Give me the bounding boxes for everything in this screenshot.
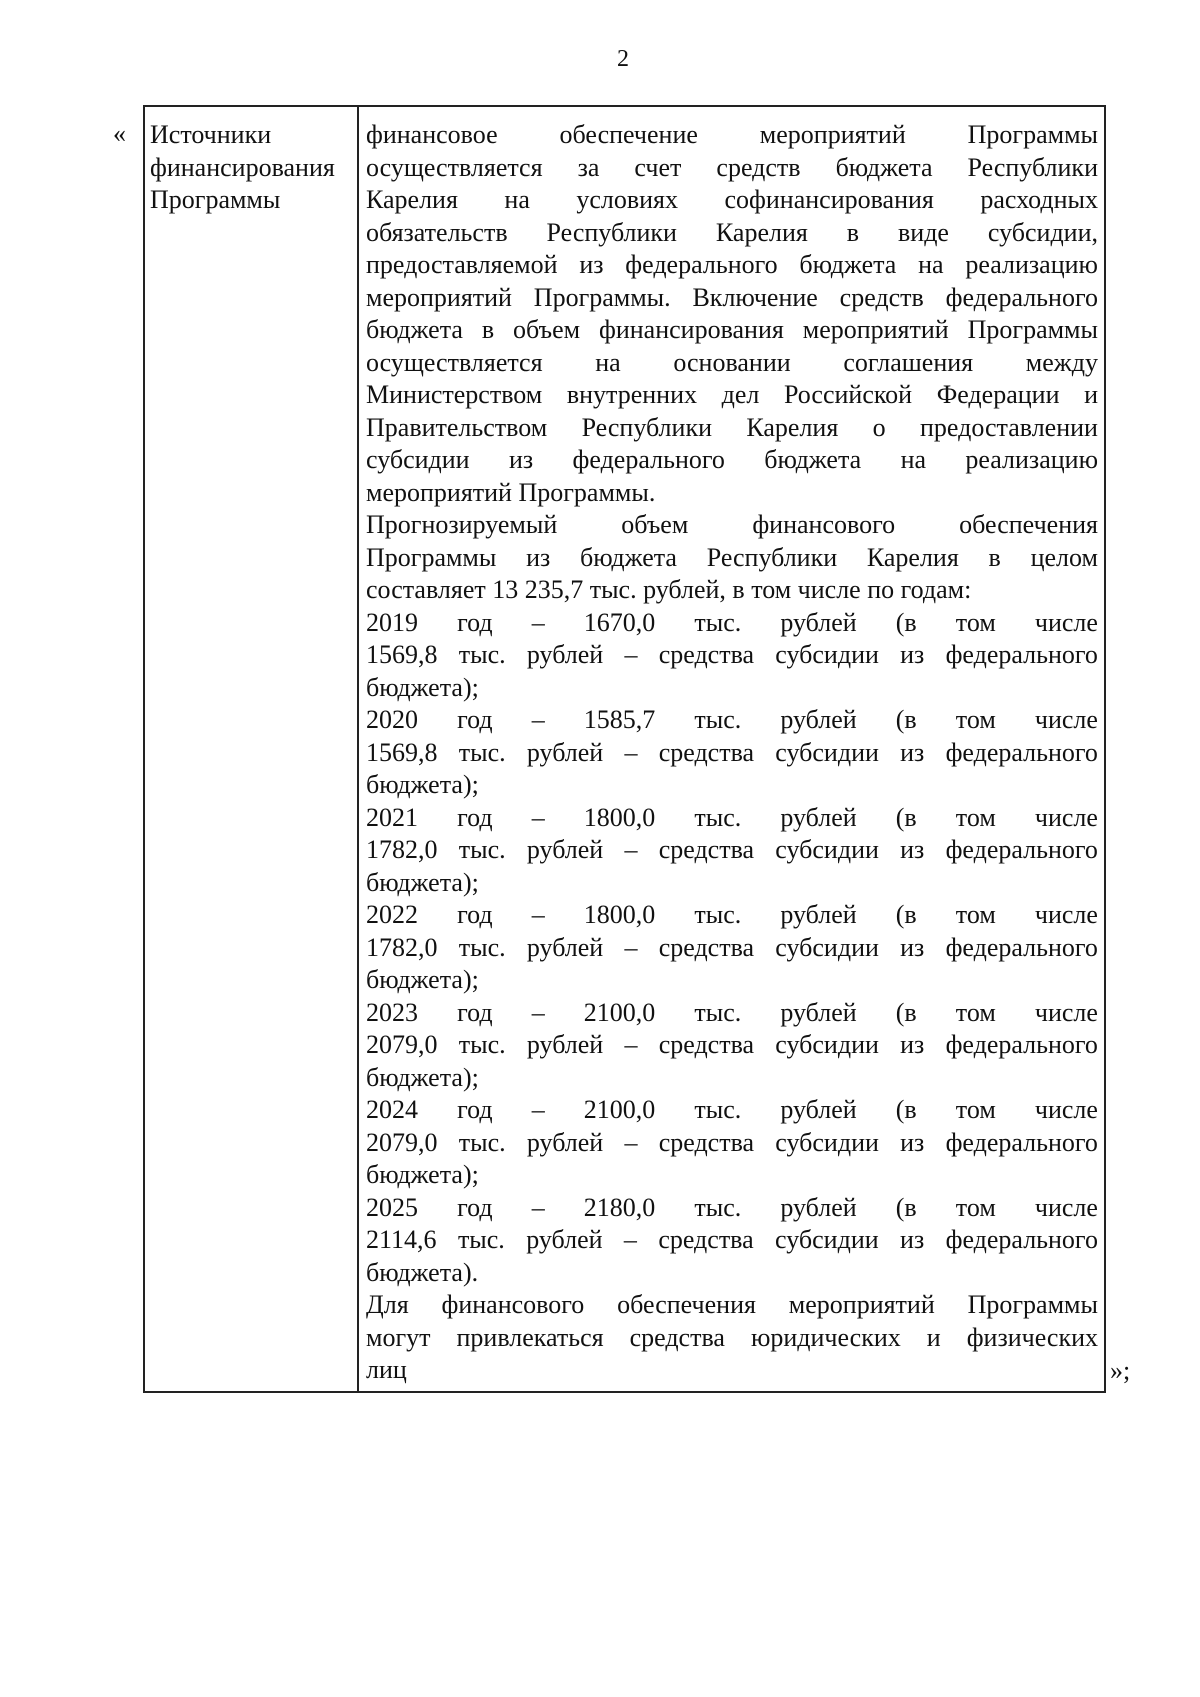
content-line [366, 217, 1098, 250]
content-word: тыс. [458, 932, 506, 962]
content-line [366, 509, 1098, 542]
content-word: тыс. [458, 737, 506, 767]
content-line: лиц [366, 1355, 407, 1384]
content-word: Республики [581, 412, 712, 442]
content-line: бюджета); [366, 770, 479, 799]
content-word: бюджета [799, 250, 897, 279]
content-word: мероприятий [759, 120, 906, 149]
content-word: 2079,0 [366, 1127, 438, 1157]
content-line [366, 932, 1098, 965]
content-line [366, 802, 1098, 835]
content-word: тыс. [458, 1127, 506, 1157]
content-word: 2100,0 [583, 1095, 656, 1124]
row-label-cell [150, 119, 355, 217]
content-word: из [900, 640, 925, 669]
content-line: бюджета); [366, 867, 479, 897]
content-word: могут [366, 1322, 431, 1352]
content-line [366, 542, 1098, 575]
content-word: тыс. [694, 900, 742, 929]
content-word: том [955, 1192, 996, 1222]
content-word: обязательств [366, 217, 508, 247]
content-word: (в [895, 900, 917, 929]
content-word: в [846, 217, 860, 247]
content-word: средства [658, 1030, 755, 1059]
content-word: 2020 [366, 705, 418, 734]
content-word: мероприятий [802, 315, 949, 344]
content-word: (в [895, 1192, 917, 1222]
content-word: осуществляется [366, 347, 543, 377]
content-word: тыс. [458, 640, 506, 669]
content-word: из [526, 542, 551, 572]
content-word: – [624, 1030, 638, 1059]
content-word: средств [716, 152, 801, 182]
content-word: на [595, 347, 621, 377]
content-word: основании [673, 347, 791, 377]
content-word: федерального [572, 445, 725, 474]
content-line [366, 1224, 1098, 1257]
content-word: Включение [692, 282, 818, 312]
content-word: федерального [625, 250, 778, 279]
content-line: мероприятий Программы. [366, 477, 656, 507]
content-word: 2019 [366, 607, 418, 637]
content-word: год [457, 1095, 493, 1124]
content-word: год [457, 802, 493, 832]
content-word: рублей [526, 1127, 604, 1157]
content-word: числе [1034, 607, 1098, 637]
content-word: объем [621, 510, 689, 539]
content-word: тыс. [694, 997, 742, 1027]
content-word: из [900, 1225, 925, 1254]
content-word: тыс. [694, 1192, 742, 1222]
content-word: на [504, 185, 530, 214]
closing-quote-mark: »; [1110, 1356, 1131, 1385]
content-word: федерального [945, 1225, 1098, 1254]
page-number: 2 [617, 46, 629, 72]
content-word: Правительством [366, 412, 548, 442]
content-line [366, 1094, 1098, 1127]
content-word: субсидии [775, 1127, 879, 1157]
content-word: рублей [780, 1095, 857, 1124]
content-line [366, 704, 1098, 737]
content-word: Прогнозируемый [366, 510, 558, 539]
content-word: год [457, 997, 493, 1027]
content-word: обеспечения [959, 510, 1098, 539]
content-word: софинансирования [724, 185, 934, 214]
content-word: Российской [783, 380, 913, 409]
content-word: 1782,0 [366, 835, 438, 864]
content-line [366, 412, 1098, 445]
content-word: (в [895, 705, 917, 734]
content-word: рублей [526, 932, 604, 962]
content-word: мероприятий [788, 1290, 935, 1319]
content-word: бюджета [835, 152, 933, 182]
content-word: – [624, 835, 638, 864]
content-word: в [988, 542, 1001, 572]
content-word: Программы [967, 1290, 1098, 1319]
content-word: расходных [980, 185, 1098, 214]
column-divider [357, 107, 359, 1391]
content-word: 1782,0 [366, 932, 438, 962]
content-word: 2025 [366, 1192, 418, 1222]
content-word: обеспечения [617, 1290, 756, 1319]
content-word: (в [895, 1095, 917, 1124]
content-word: субсидии [775, 932, 879, 962]
content-word: том [955, 802, 996, 832]
content-word: Республики [546, 217, 677, 247]
content-word: средства [658, 932, 755, 962]
content-word: Карелия [866, 542, 959, 572]
content-word: 1569,8 [366, 737, 438, 767]
content-line: бюджета); [366, 1062, 479, 1092]
content-word: Министерством [366, 380, 543, 409]
content-line [366, 152, 1098, 185]
content-word: из [900, 835, 925, 864]
content-word: 2100,0 [583, 997, 656, 1027]
content-word: числе [1034, 1192, 1098, 1222]
content-word: мероприятий [366, 282, 512, 312]
content-line [366, 282, 1098, 315]
content-word: – [531, 802, 545, 832]
content-line [366, 639, 1098, 672]
content-word: субсидии [775, 737, 879, 767]
content-word: том [955, 1095, 996, 1124]
content-word: рублей [780, 607, 857, 637]
content-line [366, 314, 1098, 347]
content-word: – [624, 737, 638, 767]
content-word: – [531, 607, 545, 637]
content-word: средства [658, 640, 755, 669]
content-word: тыс. [694, 1095, 742, 1124]
content-word: – [531, 705, 545, 734]
content-word: год [457, 900, 493, 929]
content-line: бюджета). [366, 1257, 479, 1287]
content-word: числе [1034, 997, 1098, 1027]
content-word: год [457, 1192, 493, 1222]
content-word: осуществляется [366, 152, 543, 182]
content-word: финансирования [598, 315, 784, 344]
content-word: – [624, 932, 638, 962]
content-word: тыс. [694, 705, 742, 734]
content-word: тыс. [694, 607, 742, 637]
content-word: том [955, 900, 996, 929]
content-word: финансового [441, 1290, 585, 1319]
content-word: на [900, 445, 927, 474]
content-word: – [531, 1192, 545, 1222]
content-word: средства [658, 737, 755, 767]
content-word: рублей [526, 1030, 604, 1059]
content-line [366, 347, 1098, 380]
content-word: предоставлении [920, 412, 1098, 442]
content-line [366, 1289, 1098, 1322]
content-word: из [900, 1127, 925, 1157]
content-word: между [1025, 347, 1098, 377]
content-word: на [918, 250, 944, 279]
content-word: о [872, 412, 886, 442]
content-word: субсидии [775, 640, 879, 669]
content-word: рублей [526, 737, 604, 767]
content-word: федерального [945, 737, 1098, 767]
content-word: числе [1034, 900, 1098, 929]
content-word: предоставляемой [366, 250, 558, 279]
content-line [366, 184, 1098, 217]
content-word: – [624, 1127, 638, 1157]
content-word: числе [1034, 802, 1098, 832]
content-word: федерального [945, 835, 1098, 864]
content-word: рублей [780, 802, 857, 832]
content-word: внутренних [566, 380, 698, 409]
content-word: привлекаться [456, 1322, 604, 1352]
content-word: тыс. [694, 802, 742, 832]
content-word: соглашения [843, 347, 974, 377]
content-word: Программы. [533, 282, 671, 312]
content-word: числе [1034, 705, 1098, 734]
content-word: (в [895, 997, 917, 1027]
content-word: из [579, 250, 604, 279]
content-word: объем [513, 315, 581, 344]
content-word: средства [658, 1225, 754, 1254]
content-word: физических [966, 1322, 1098, 1352]
content-word: 1800,0 [583, 900, 656, 929]
content-word: бюджета [580, 542, 677, 572]
content-word: средства [629, 1322, 725, 1352]
content-word: 2023 [366, 997, 418, 1027]
content-word: средств [839, 282, 924, 312]
content-word: 2180,0 [583, 1192, 656, 1222]
content-line [366, 737, 1098, 770]
content-word: рублей [526, 1225, 603, 1254]
content-word: дел [721, 380, 760, 409]
content-word: том [955, 997, 996, 1027]
content-word: 1800,0 [583, 802, 656, 832]
content-word: из [508, 445, 534, 474]
content-line: бюджета); [366, 672, 479, 702]
content-line [366, 899, 1098, 932]
content-word: рублей [526, 835, 604, 864]
passport-table [143, 105, 1106, 1393]
content-word: том [955, 705, 996, 734]
content-word: 2079,0 [366, 1030, 438, 1059]
content-word: из [900, 932, 925, 962]
content-word: 2021 [366, 802, 418, 832]
content-word: – [531, 900, 545, 929]
content-line [366, 1322, 1098, 1355]
content-word: (в [895, 802, 917, 832]
content-word: 2022 [366, 900, 418, 929]
content-word: – [531, 1095, 545, 1124]
content-line [366, 119, 1098, 152]
content-word: в [481, 315, 495, 344]
content-line [366, 997, 1098, 1030]
content-word: и [1084, 380, 1098, 409]
content-word: федерального [945, 282, 1098, 312]
content-word: 1670,0 [583, 607, 656, 637]
content-line [366, 249, 1098, 282]
content-word: – [624, 640, 638, 669]
content-word: субсидии, [987, 217, 1098, 247]
content-word: бюджета [764, 445, 862, 474]
content-word: обеспечение [559, 120, 698, 149]
content-word: Республики [967, 152, 1098, 182]
content-word: – [623, 1225, 637, 1254]
content-line [366, 379, 1098, 412]
content-word: (в [895, 607, 917, 637]
content-word: федерального [945, 932, 1098, 962]
content-word: за [577, 152, 600, 182]
content-word: Программы [967, 120, 1098, 149]
content-word: целом [1030, 542, 1098, 572]
content-word: Карелия [366, 185, 458, 214]
content-line [366, 1127, 1098, 1160]
content-word: тыс. [458, 1030, 506, 1059]
content-line: бюджета); [366, 1160, 479, 1189]
content-word: и [926, 1322, 941, 1352]
content-word: рублей [780, 1192, 857, 1222]
content-word: 2024 [366, 1095, 418, 1124]
content-line [366, 1029, 1098, 1062]
content-word: Республики [706, 542, 838, 572]
content-word: средства [658, 1127, 755, 1157]
content-word: 1585,7 [583, 705, 656, 734]
content-line [366, 607, 1098, 640]
content-line [366, 444, 1098, 477]
content-word: Программы [967, 315, 1098, 344]
content-word: тыс. [457, 1225, 505, 1254]
content-word: счет [634, 152, 682, 182]
content-word: реализацию [965, 445, 1098, 474]
content-word: Карелия [715, 217, 808, 247]
row-label-line: Источники [150, 120, 272, 149]
content-word: – [531, 997, 545, 1027]
content-word: юридических [750, 1322, 901, 1352]
row-content-cell [366, 119, 1098, 1387]
content-line: составляет 13 235,7 тыс. рублей, в том числе по годам: [366, 575, 972, 604]
content-word: субсидии [775, 1225, 879, 1254]
content-word: год [457, 705, 493, 734]
content-word: финансового [752, 510, 896, 539]
content-word: условиях [576, 185, 679, 214]
content-word: финансовое [366, 120, 498, 149]
content-word: том [955, 607, 996, 637]
content-word: рублей [526, 640, 604, 669]
content-word: числе [1034, 1095, 1098, 1124]
content-word: Программы [366, 542, 497, 572]
content-word: субсидии [775, 1030, 879, 1059]
content-line: бюджета); [366, 965, 479, 994]
content-word: виде [898, 217, 949, 247]
content-word: Федерации [936, 380, 1060, 409]
content-word: из [900, 737, 925, 767]
content-word: рублей [780, 900, 857, 929]
content-word: 1569,8 [366, 640, 438, 669]
content-word: средства [658, 835, 755, 864]
content-line [366, 1192, 1098, 1225]
content-word: год [457, 607, 493, 637]
content-word: Карелия [746, 412, 839, 442]
content-word: рублей [780, 705, 857, 734]
content-word: федерального [945, 1030, 1098, 1059]
content-word: федерального [945, 1127, 1098, 1157]
row-label-line: Программы [150, 185, 281, 214]
content-word: тыс. [458, 835, 506, 864]
opening-quote-mark: « [113, 119, 126, 148]
content-word: рублей [780, 997, 857, 1027]
content-line [366, 834, 1098, 867]
content-word: субсидии [775, 835, 879, 864]
content-word: субсидии [366, 445, 470, 474]
content-word: из [900, 1030, 925, 1059]
content-word: бюджета [366, 315, 463, 344]
content-word: федерального [945, 640, 1098, 669]
content-word: 2114,6 [366, 1225, 437, 1254]
content-word: Для [366, 1290, 409, 1319]
row-label-line: финансирования [150, 152, 335, 182]
content-word: реализацию [965, 250, 1098, 279]
